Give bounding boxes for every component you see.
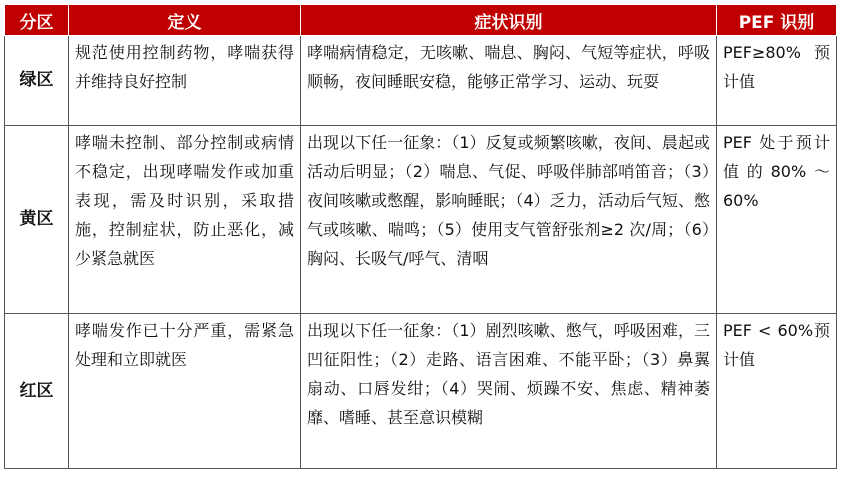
header-zone: 分区 xyxy=(5,5,69,36)
zone-label: 黄区 xyxy=(5,126,69,314)
symptoms-cell: 出现以下任一征象：（1）反复或频繁咳嗽，夜间、晨起或活动后明显；（2）喘息、气促、呼吸伴肺部哨笛音；（3）夜间咳嗽或憋醒，影响睡眠；（4）乏力，活动后气短、憋气或咳嗽、喘鸣；（5）使用支气管舒张剂≥2 次/周；（6）胸闷、长吸气/呼气、清咽 xyxy=(301,126,717,314)
header-symptoms: 症状识别 xyxy=(301,5,717,36)
definition-cell: 哮喘发作已十分严重，需紧急处理和立即就医 xyxy=(69,314,301,469)
table-row-green-zone xyxy=(5,36,837,126)
header-pef: PEF 识别 xyxy=(717,5,837,36)
definition-cell: 哮喘未控制、部分控制或病情不稳定，出现哮喘发作或加重表现，需及时识别，采取措施，控制症状，防止恶化，减少紧急就医 xyxy=(69,126,301,314)
pef-cell: PEF < 60%预计值 xyxy=(717,314,837,469)
pef-cell: PEF 处于预计值的80%～60% xyxy=(717,126,837,314)
table-row-red-zone xyxy=(5,314,837,469)
zone-label: 红区 xyxy=(5,314,69,469)
symptoms-cell: 哮喘病情稳定，无咳嗽、喘息、胸闷、气短等症状，呼吸顺畅，夜间睡眠安稳，能够正常学习、运动、玩耍 xyxy=(301,36,717,126)
zone-label: 绿区 xyxy=(5,36,69,126)
table-row-yellow-zone xyxy=(5,126,837,314)
pef-cell: PEF≥80%预计值 xyxy=(717,36,837,126)
symptoms-cell: 出现以下任一征象：（1）剧烈咳嗽、憋气，呼吸困难，三凹征阳性；（2）走路、语言困难、不能平卧；（3）鼻翼扇动、口唇发绀；（4）哭闹、烦躁不安、焦虑、精神萎靡、嗜睡、甚至意识模糊 xyxy=(301,314,717,469)
header-definition: 定义 xyxy=(69,5,301,36)
table-header-row xyxy=(5,5,837,36)
definition-cell: 规范使用控制药物，哮喘获得并维持良好控制 xyxy=(69,36,301,126)
asthma-zone-table xyxy=(4,4,837,469)
